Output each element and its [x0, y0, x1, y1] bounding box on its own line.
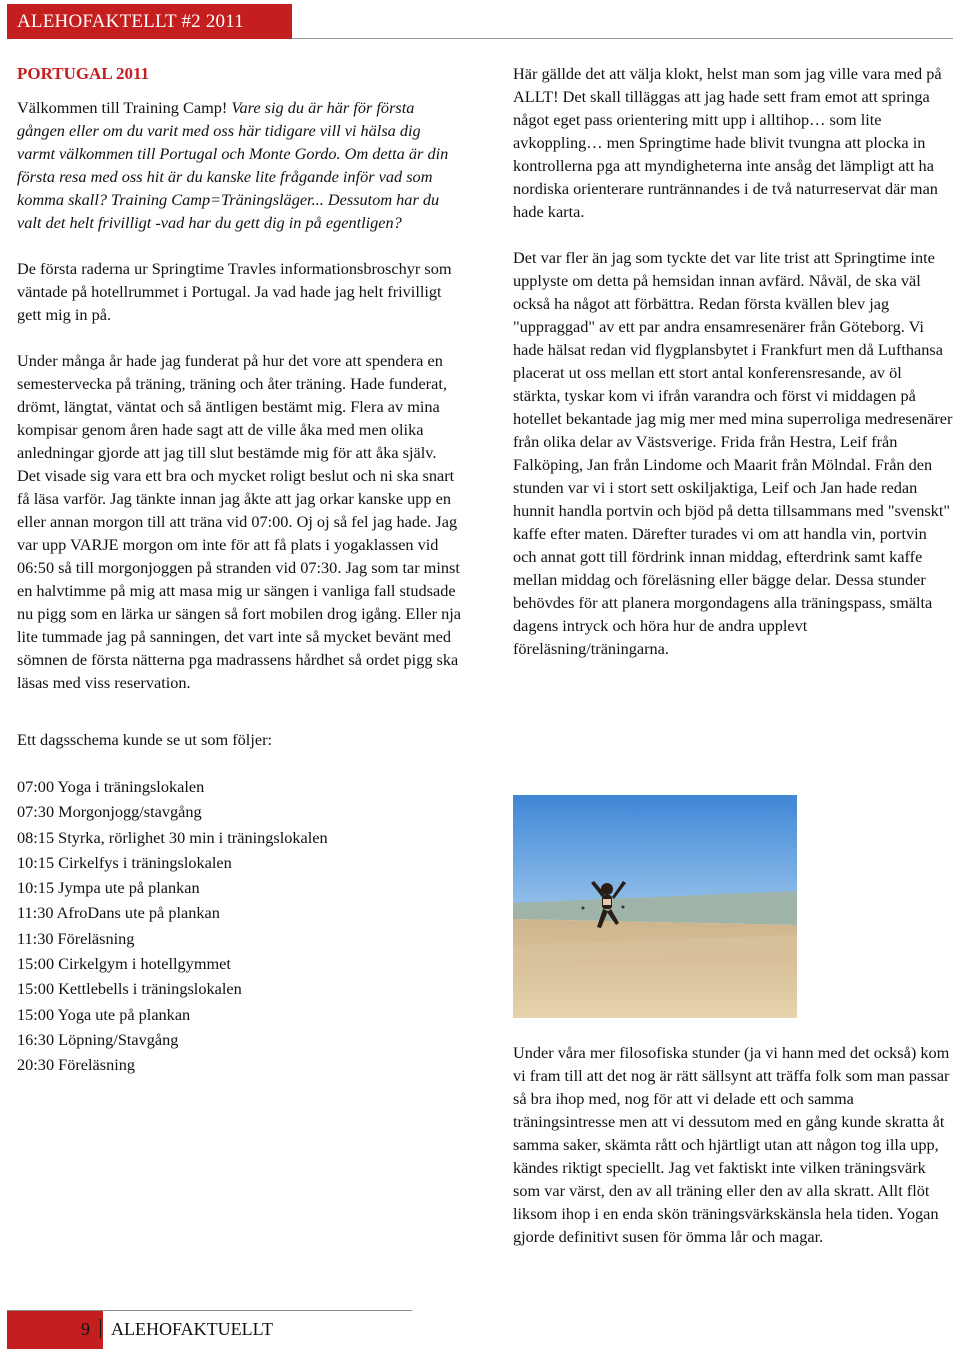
schedule-item: 15:00 Kettlebells i träningslokalen — [17, 979, 242, 999]
left-column — [17, 62, 462, 1078]
intro-plain: Välkommen till Training Camp! — [17, 98, 232, 117]
schedule-item: 20:30 Föreläsning — [17, 1055, 136, 1075]
page-number: 9 — [81, 1319, 90, 1339]
right-column — [513, 62, 953, 660]
intro-paragraph — [17, 96, 462, 234]
schedule-item: 15:00 Yoga ute på plankan — [17, 1004, 191, 1024]
header-divider — [292, 38, 953, 39]
schedule-item: 07:30 Morgonjogg/stavgång — [17, 802, 202, 822]
header-title: ALEHOFAKTELLT #2 2011 — [17, 11, 244, 32]
schedule-item: 11:30 AfroDans ute på plankan — [17, 903, 220, 923]
paragraph-story: Under många år hade jag funderat på hur det vore att spendera en semestervecka på träning, träning och åter träning. Hade funderat, drömt, längtat, väntat och så äntligen bestämt mig. Flera av mina kompisar genom åren hade sagt att de ville åka med men olika anledningar gjorde att jag till slut bestämde mig för att åka själv. Det visade sig vara ett bra och mycket roligt beslut och ni ska snart få läsa varför. Jag tänkte innan jag åkte att jag orkar kanske upp en eller annan morgon till att träna vid 07:00. Oj oj så fel jag hade. Jag var upp VARJE morgon om inte för att få plats i yogaklassen vid 06:50 så till morgonjoggen på stranden vid 07:30. Jag som tar minst en halvtimme på mig att masa mig ur sängen i vanliga fall studsade nu pigg som en lärka ur sängen så fort mobilen drog igång. Eller nja lite tummade jag på sanningen, det vart inte så mycket bevänt med sömnen de första nätterna pga madrassens hårdhet så ordet pigg ska läsas med viss reservation. — [17, 351, 462, 692]
beach-photo — [513, 795, 797, 1018]
footer — [81, 1319, 273, 1340]
header-banner — [7, 4, 292, 39]
schedule-item: 08:15 Styrka, rörlighet 30 min i träningslokalen — [17, 827, 328, 847]
schedule-item: 10:15 Jympa ute på plankan — [17, 878, 200, 898]
schedule-item: 11:30 Föreläsning — [17, 928, 135, 948]
schedule-item: 07:00 Yoga i träningslokalen — [17, 777, 205, 796]
schedule-intro: Ett dagsschema kunde se ut som följer: — [17, 730, 273, 749]
schedule-item: 10:15 Cirkelfys i träningslokalen — [17, 852, 232, 872]
schedule-item: 16:30 Löpning/Stavgång — [17, 1029, 179, 1049]
schedule-item: 15:00 Cirkelgym i hotellgymmet — [17, 954, 231, 974]
schedule-list — [17, 774, 462, 1078]
paragraph-brochure: De första raderna ur Springtime Travles informationsbroschyr som väntade på hotellrummet i Portugal. Ja vad hade jag helt frivilligt gett mig in på. — [17, 259, 452, 324]
right-column-lower — [513, 1041, 953, 1248]
footer-publication: ALEHOFAKTUELLT — [111, 1319, 273, 1339]
paragraph-orienteering: Här gällde det att välja klokt, helst man som jag ville vara med på ALLT! Det skall tilläggas att jag hade sett fram emot att springa något eget pass orientering mitt upp i alltihop… som lite avkoppling… men Springtime hade blivit tvungna att plocka in kontrollerna pga att myndigheterna inte ansåg det lämpligt att ha nordiska orienterare runtrännandes i de två naturreservat där man hade karta. — [513, 64, 942, 221]
paragraph-friends: Det var fler än jag som tyckte det var lite trist att Springtime inte upplyste om detta på hemsidan innan avfärd. Nåväl, de ska väl också ha något att förbättra. Redan första kvällen blev jag "uppraggad" av ett par andra ensamresenärer från Göteborg. Vi hade hälsat redan vid flygplansbytet i Frankfurt men då Lufthansa placerat ut oss mellan ett stort antal konferensresande, av öl stärkta, tyskar kom vi ifrån varandra och först vi middagen på hotellet bekantade jag mig mer med mina superroliga medresenärer från olika delar av Västsverige. Frida från Hestra, Leif från Falköping, Jan från Lindome och Maarit från Mölndal. Från den stunden var vi i stort sett oskiljaktiga, Leif och Jan hade redan hunnit handla portvin och bjöd på detta tillsammans med "svenskt" kaffe efter maten. Därefter turades vi om att handla vin, portvin och annat gott till fördrink innan middag, efterdrink samt kaffe mellan middag och föreläsning eller bägge delar. Dessa stunder behövdes för att planera morgondagens alla träningspass, smälta dagens intryck och höra hur de andra upplevt föreläsning/träningarna. — [513, 248, 953, 658]
article-heading: PORTUGAL 2011 — [17, 64, 150, 83]
footer-separator — [100, 1319, 101, 1338]
paragraph-philosophy: Under våra mer filosofiska stunder (ja vi hann med det också) kom vi fram till att det nog är rätt sällsynt att träffa folk som man passar så bra ihop med, nog för att vi delade ett och samma träningsintresse men att vi dessutom med en gång kunde skratta åt samma saker, skämta rått och hjärtligt utan att någon tog illa upp, kändes riktigt speciellt. Jag vet faktiskt inte vilken träningsvärk som var värst, den av all träning eller den av alla skratt. Allt flöt liksom ihop i en enda skön träningsvärkskänsla hela tiden. Yogan gjorde definitivt susen för ömma lår och magar. — [513, 1043, 950, 1246]
intro-italic: Vare sig du är här för första gången eller om du varit med oss här tidigare vill vi hälsa dig varmt välkommen till Portugal och Monte Gordo. Om detta är din första resa med oss hit är du kanske lite frågande inför vad som komma skall? Training Camp=Träningsläger... Dessutom har du valt det helt frivilligt -vad har du gett dig in på egentligen? — [17, 98, 449, 232]
